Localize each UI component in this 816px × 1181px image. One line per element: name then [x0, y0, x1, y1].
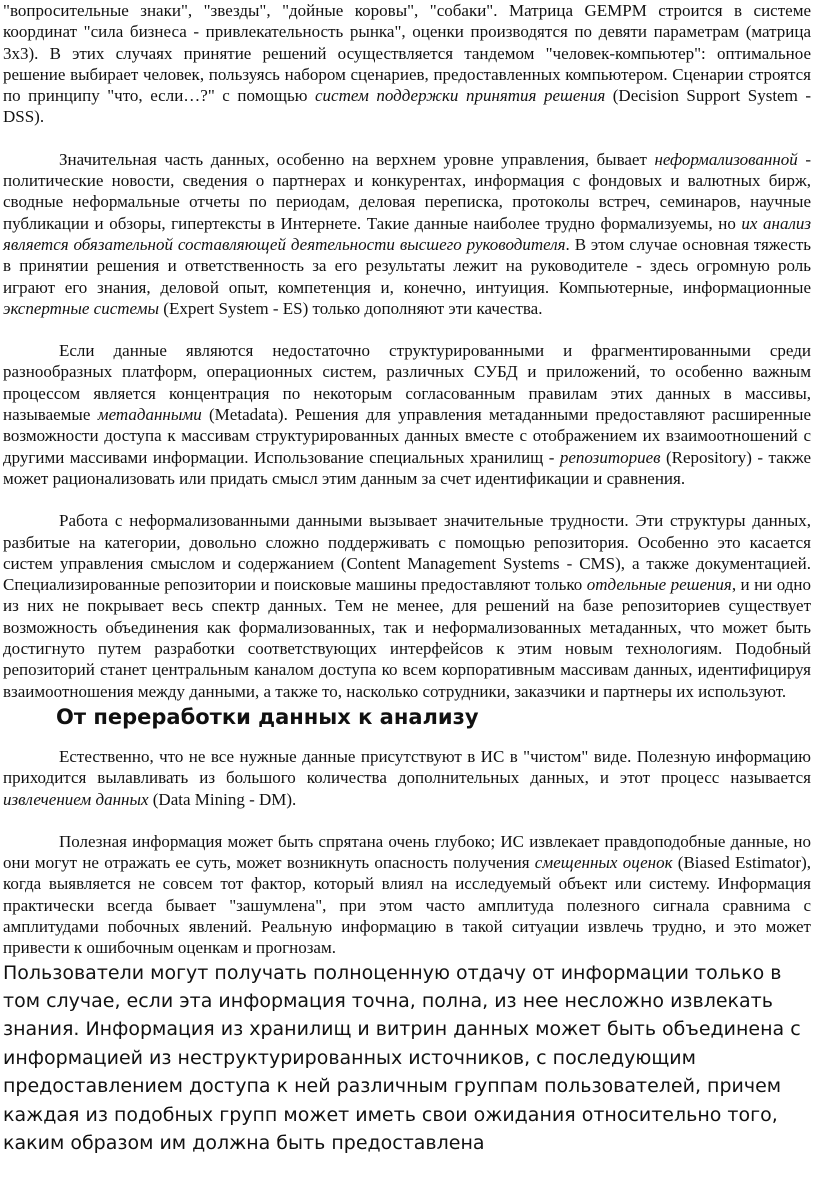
paragraph-metadata: Если данные являются недостаточно структурированными и фрагментированными среди разнообразных платформ, операционных систем, различных СУБД и приложений, то особенно важным процессом является концентрация по некоторым согласованным правилам этих данных в массивы, называемые метаданными (Metadata). Решения для управления метаданными предоставляют расширенные возможности доступа к массивам структурированных данных вместе с отображением их взаимоотношений с другими массивами информации. Использование специальных хранилищ - репозиториев (Repository) - также может рационализовать или придать смысл этим данным за счет идентификации и сравнения. — [3, 341, 811, 488]
paragraph-biased-estimator: Полезная информация может быть спрятана очень глубоко; ИС извлекает правдоподобные данные, но они могут не отражать ее суть, может возникнуть опасность получения смещенных оценок (Biased Estimator), когда выявляется не совсем тот фактор, который влиял на исследуемый объект или систему. Информация практически всегда бывает "зашумлена", при этом часто амплитуда полезного сигнала сравнима с амплитудами побочных явлений. Реальную информацию в такой ситуации извлечь трудно, и это может привести к ошибочным оценкам и прогнозам. — [3, 831, 811, 958]
paragraph-unformalized-data: Значительная часть данных, особенно на верхнем уровне управления, бывает неформализованной - политические новости, сведения о партнерах и конкурентах, информация с фондовых и валютных бирж, сводные неформальные отчеты по периодам, деловая переписка, протоколы встреч, семинаров, научные публикации и обзоры, гипертексты в Интернете. Такие данные наиболее трудно формализуемы, но их анализ является обязательной составляющей деятельности высшего руководителя. В этом случае основная тяжесть в принятии решения и ответственность за его результаты лежит на руководителе - здесь огромную роль играют его знания, деловой опыт, компетенция и, конечно, интуиция. Компьютерные, информационные экспертные системы (Expert System - ES) только дополняют эти качества. — [3, 149, 811, 318]
paragraph-data-mining: Естественно, что не все нужные данные присутствуют в ИС в "чистом" виде. Полезную информацию приходится вылавливать из большого количества дополнительных данных, и этот процесс называется извлечением данных (Data Mining - DM). — [3, 746, 811, 809]
paragraph-repository: Работа с неформализованными данными вызывает значительные трудности. Эти структуры данных, разбитые на категории, довольно сложно поддерживать с помощью репозитория. Особенно это касается систем управления смыслом и содержанием (Content Management Systems - CMS), а также документацией. Специализированные репозитории и поисковые машины предоставляют только отдельные решения, и ни одно из них не покрывает весь спектр данных. Тем не менее, для решений на базе репозиториев существует возможность объединения как формализованных, так и неформализованных метаданных, что может быть достигнуто путем разработки соответствующих интерфейсов к этим новым технологиям. Подобный репозиторий станет центральным каналом доступа ко всем корпоративным массивам данных, идентифицируя взаимоотношения между данными, а также то, насколько сотрудники, заказчики и партнеры их используют. — [3, 511, 811, 701]
section-heading: От переработки данных к анализу — [56, 704, 479, 729]
paragraph-users-value: Пользователи могут получать полноценную отдачу от информации только в том случае, если эта информация точна, полна, из нее несложно извлекать знания. Информация из хранилищ и витрин данных может быть объединена с информацией из неструктурированных источников, с последующим предоставлением доступа к ней различным группам пользователей, причем каждая из подобных групп может иметь свои ожидания относительно того, каким образом им должна быть предоставлена — [3, 961, 801, 1155]
paragraph-gempm: "вопросительные знаки", "звезды", "дойные коровы", "собаки". Матрица GEMPM строится в системе координат "сила бизнеса - привлекательность рынка", оценки производятся по девяти параметрам (матрица 3x3). В этих случаях принятие решений осуществляется тандемом "человек-компьютер": оптимальное решение выбирает человек, пользуясь набором сценариев, предоставленных компьютером. Сценарии строятся по принципу "что, если…?" с помощью систем поддержки принятия решения (Decision Support System - DSS). — [3, 1, 811, 127]
